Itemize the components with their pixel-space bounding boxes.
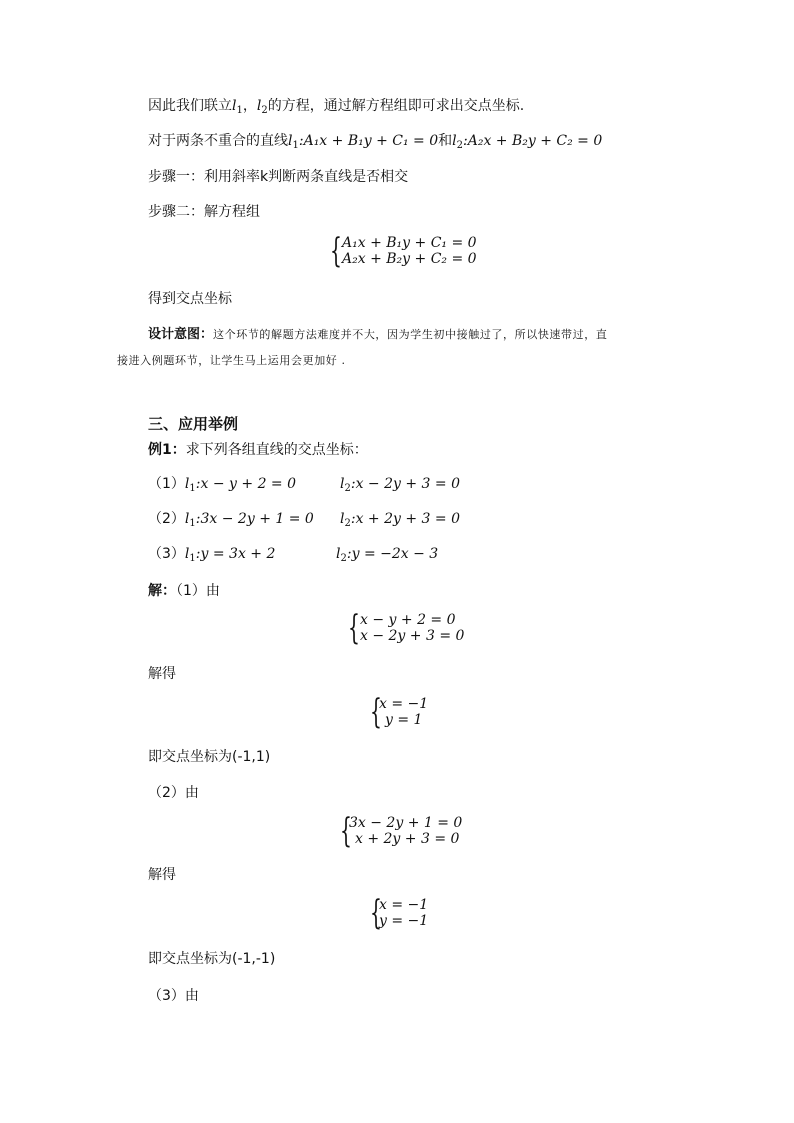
sys1-eq-1: x − y + 2 = 0 xyxy=(360,612,456,628)
design-label: 设计意图： xyxy=(148,327,214,342)
solve-word-1: 解得 xyxy=(148,666,176,682)
item-l2 xyxy=(340,510,460,533)
brace-icon: { xyxy=(330,231,342,271)
solution-1 xyxy=(370,692,440,732)
item-l2 xyxy=(336,545,438,568)
section-title: 三、应用举例 xyxy=(148,415,239,433)
line2-definition: A₂x + B₂y + C₂ = 0 xyxy=(467,133,603,149)
l1-def-symbol: $l_1$: xyxy=(288,133,304,151)
sys1-eq-2: x − 2y + 3 = 0 xyxy=(360,628,465,644)
sol2-x: x = −1 xyxy=(379,897,429,913)
item-l2-symbol: $l_2$: xyxy=(340,476,356,494)
item-l2-eq: y = −2x − 3 xyxy=(351,546,439,562)
sol1-x: x = −1 xyxy=(379,696,429,712)
solution-label: 解： xyxy=(148,583,176,599)
general-eq-1: A₁x + B₁y + C₁ = 0 xyxy=(342,235,477,251)
example-heading xyxy=(148,441,368,459)
step-1: 步骤一：利用斜率k判断两条直线是否相交 xyxy=(148,169,409,185)
system-1 xyxy=(348,608,468,648)
part1-head: （1）由 xyxy=(176,583,220,599)
item-num: （3） xyxy=(148,546,185,562)
solve-word-2: 解得 xyxy=(148,867,176,883)
intro-p2-and: 和 xyxy=(438,133,453,149)
intro-p1-sep: ， xyxy=(242,98,257,114)
example-text: 求下列各组直线的交点坐标： xyxy=(185,442,368,458)
l2-symbol: $l_2$ xyxy=(256,98,268,116)
line1-definition: A₁x + B₁y + C₁ = 0 xyxy=(303,133,439,149)
intro-p1-post: 的方程，通过解方程组即可求出交点坐标. xyxy=(267,98,525,114)
item-l2-eq: x + 2y + 3 = 0 xyxy=(355,511,460,527)
part2-head: （2）由 xyxy=(148,785,199,801)
item-num: （2） xyxy=(148,511,185,527)
item-l1-eq: y = 3x + 2 xyxy=(200,546,276,562)
brace-icon: { xyxy=(340,811,352,851)
item-l1-symbol: $l_1$: xyxy=(184,476,201,494)
item-l1-eq: 3x − 2y + 1 = 0 xyxy=(200,511,314,527)
solution-head-1 xyxy=(148,582,220,600)
l2-def-symbol: $l_2$: xyxy=(452,133,468,151)
sys2-eq-1: 3x − 2y + 1 = 0 xyxy=(349,815,463,831)
intro-p1 xyxy=(148,97,524,120)
item-l1-symbol: $l_1$: xyxy=(184,546,201,564)
intro-p1-text: 因此我们联立 xyxy=(148,98,232,114)
sys2-eq-2: x + 2y + 3 = 0 xyxy=(355,831,460,847)
item-l2-symbol: $l_2$: xyxy=(336,546,352,564)
item-1 xyxy=(148,475,498,498)
item-l2-symbol: $l_2$: xyxy=(340,511,356,529)
answer-1: 即交点坐标为(-1,1) xyxy=(148,749,271,765)
item-l2 xyxy=(340,475,460,498)
result-line: 得到交点坐标 xyxy=(148,291,232,307)
general-system xyxy=(330,231,490,271)
brace-icon: { xyxy=(370,692,382,732)
part3-head: （3）由 xyxy=(148,988,199,1004)
brace-icon: { xyxy=(370,893,382,933)
sol1-y: y = 1 xyxy=(385,712,423,728)
design-intent-2: 接进入例题环节，让学生马上运用会更加好 . xyxy=(117,354,346,367)
item-2 xyxy=(148,510,498,533)
answer-2: 即交点坐标为(-1,-1) xyxy=(148,951,276,967)
solution-2 xyxy=(370,893,440,933)
system-2 xyxy=(340,811,470,851)
design-text-1: 这个环节的解题方法难度并不大，因为学生初中接触过了，所以快速带过，直 xyxy=(213,328,608,341)
l1-symbol: $l_1$ xyxy=(232,98,243,116)
intro-p2 xyxy=(148,132,602,155)
brace-icon: { xyxy=(348,608,360,648)
general-eq-2: A₂x + B₂y + C₂ = 0 xyxy=(342,251,477,267)
item-l2-eq: x − 2y + 3 = 0 xyxy=(355,476,460,492)
intro-p2-text: 对于两条不重合的直线 xyxy=(148,133,288,149)
item-num: （1） xyxy=(148,476,185,492)
design-intent-1 xyxy=(148,325,607,344)
item-l1-eq: x − y + 2 = 0 xyxy=(200,476,297,492)
example-label: 例1： xyxy=(148,442,186,458)
item-3 xyxy=(148,545,498,568)
item-l1-symbol: $l_1$: xyxy=(184,511,201,529)
step-2: 步骤二：解方程组 xyxy=(148,204,260,220)
sol2-y: y = −1 xyxy=(379,913,429,929)
